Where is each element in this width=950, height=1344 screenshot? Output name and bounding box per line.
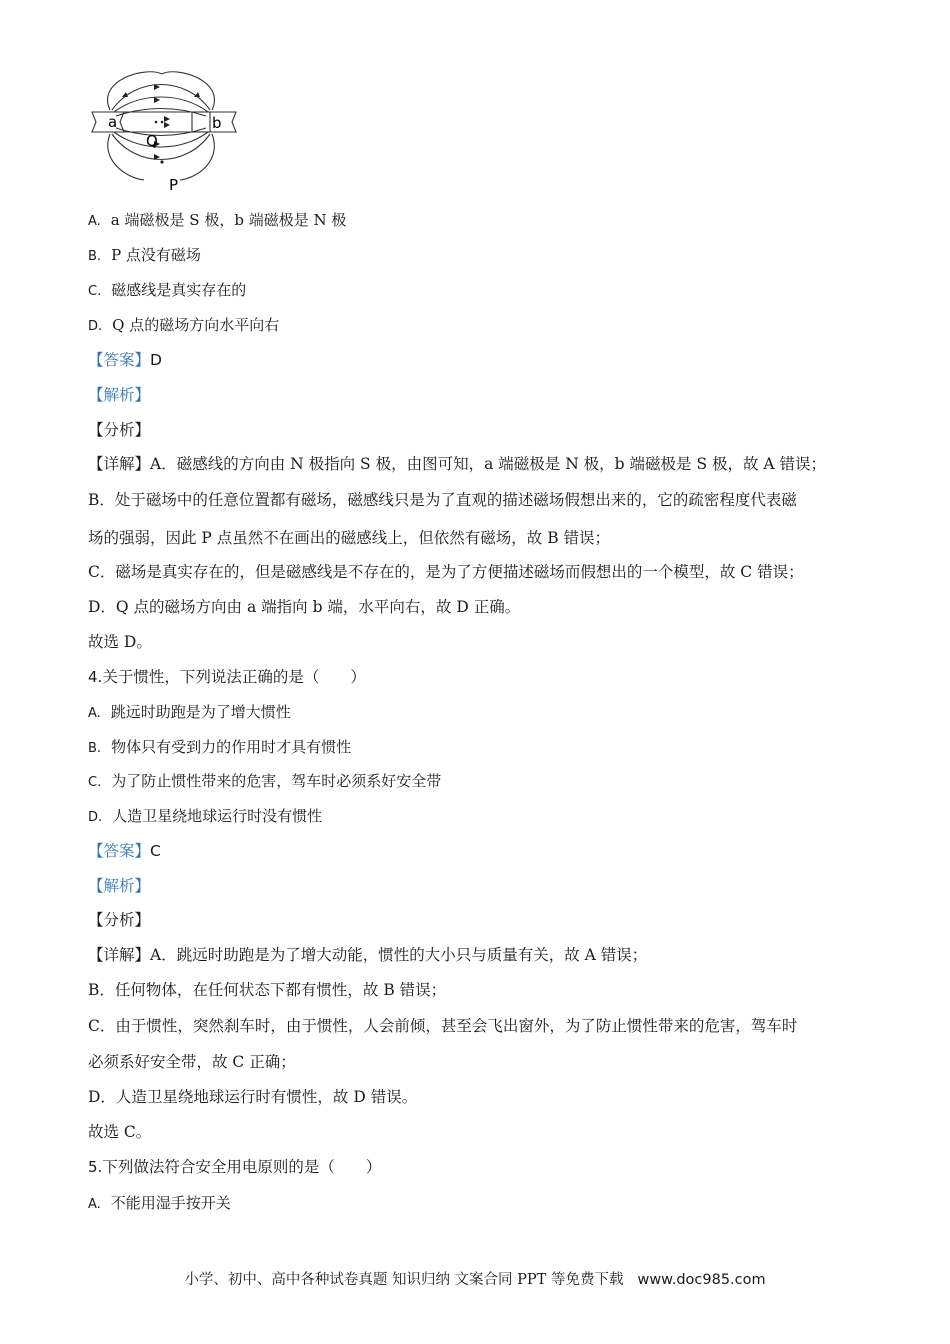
q4-detail-line-1 <box>88 945 647 965</box>
option-key: D. <box>88 810 103 825</box>
option-key: D. <box>88 319 103 334</box>
q3-detail-line-5: D．Q 点的磁场方向由 a 端指向 b 端，水平向右，故 D 正确。 <box>88 598 521 616</box>
option-text: 跳远时助跑是为了增大惯性 <box>110 703 291 721</box>
q3-option-d <box>88 315 279 337</box>
option-key: A. <box>88 214 101 229</box>
q3-answer <box>88 350 162 370</box>
q4-detail-line-2: B．任何物体，在任何状态下都有惯性，故 B 错误； <box>88 981 447 999</box>
detail-text: A．跳远时助跑是为了增大动能，惯性的大小只与质量有关，故 A 错误； <box>150 946 648 964</box>
q4-detail-line-4: 必须系好安全带，故 C 正确； <box>88 1053 296 1071</box>
q4-option-c <box>88 771 441 793</box>
q4-option-a <box>88 702 291 724</box>
label-b: b <box>212 114 222 132</box>
q4-detail-line-3: C．由于惯性，突然刹车时，由于惯性，人会前倾，甚至会飞出窗外，为了防止惯性带来的危害，驾车时 <box>88 1017 798 1035</box>
option-key: A. <box>88 706 101 721</box>
q4-detail-line-5: D．人造卫星绕地球运行时有惯性，故 D 错误。 <box>88 1088 418 1106</box>
detail-text: A．磁感线的方向由 N 极指向 S 极，由图可知，a 端磁极是 N 极，b 端磁极是 S 极，故 A 错误； <box>150 455 827 473</box>
answer-value: C <box>150 842 161 860</box>
option-key: B. <box>88 741 102 756</box>
option-key: B. <box>88 249 102 264</box>
q3-detail-line-1 <box>88 454 826 474</box>
q3-option-c <box>88 280 246 302</box>
question-text: 下列做法符合安全用电原则的是（ ） <box>102 1158 382 1176</box>
answer-tag: 【答案】 <box>88 351 151 369</box>
label-a: a <box>108 113 118 131</box>
q4-stem <box>88 667 366 687</box>
option-text: 为了防止惯性带来的危害，驾车时必须系好安全带 <box>111 772 442 790</box>
q3-detail-line-4: C．磁场是真实存在的，但是磁感线是不存在的，是为了方便描述磁场而假想出的一个模型，故 C 错误； <box>88 563 804 581</box>
detail-tag: 【详解】 <box>88 455 151 473</box>
option-text: 磁感线是真实存在的 <box>111 281 247 299</box>
question-number: 4. <box>88 668 103 686</box>
option-text: 物体只有受到力的作用时才具有惯性 <box>111 738 352 756</box>
option-text: a 端磁极是 S 极，b 端磁极是 N 极 <box>110 211 347 229</box>
q3-fenxi-tag: 【分析】 <box>88 421 151 439</box>
q4-fenxi-tag: 【分析】 <box>88 911 151 929</box>
q4-conclusion: 故选 C。 <box>88 1123 152 1141</box>
answer-value: D <box>150 351 162 369</box>
page-footer <box>0 1268 950 1289</box>
option-key: A. <box>88 1197 101 1212</box>
q4-answer <box>88 841 161 861</box>
label-q: Q <box>146 132 158 150</box>
option-key: C. <box>88 284 102 299</box>
q3-option-a <box>88 210 346 232</box>
footer-url[interactable]: www.doc985.com <box>637 1272 766 1288</box>
q3-conclusion: 故选 D。 <box>88 633 152 651</box>
option-text: 不能用湿手按开关 <box>110 1194 231 1212</box>
option-text: 人造卫星绕地球运行时没有惯性 <box>112 807 323 825</box>
q5-stem <box>88 1157 381 1177</box>
answer-tag: 【答案】 <box>88 842 151 860</box>
q3-option-b <box>88 245 201 267</box>
option-text: Q 点的磁场方向水平向右 <box>112 316 280 334</box>
q5-option-a <box>88 1193 231 1215</box>
question-text: 关于惯性，下列说法正确的是（ ） <box>102 668 366 686</box>
q4-option-b <box>88 737 351 759</box>
q4-option-d <box>88 806 322 828</box>
q3-detail-line-2: B．处于磁场中的任意位置都有磁场，磁感线只是为了直观的描述磁场假想出来的，它的疏密程度代表磁 <box>88 491 797 509</box>
question-number: 5. <box>88 1158 103 1176</box>
option-text: P 点没有磁场 <box>111 246 201 264</box>
q3-detail-line-3: 场的强弱，因此 P 点虽然不在画出的磁感线上，但依然有磁场，故 B 错误； <box>88 529 611 547</box>
q3-analysis-tag: 【解析】 <box>88 386 151 404</box>
footer-text: 小学、初中、高中各种试卷真题 知识归纳 文案合同 PPT 等免费下载 <box>184 1272 624 1288</box>
q4-analysis-tag: 【解析】 <box>88 877 151 895</box>
detail-tag: 【详解】 <box>88 946 151 964</box>
option-key: C. <box>88 775 102 790</box>
label-p: P <box>169 176 179 194</box>
magnetic-field-figure <box>86 70 246 196</box>
